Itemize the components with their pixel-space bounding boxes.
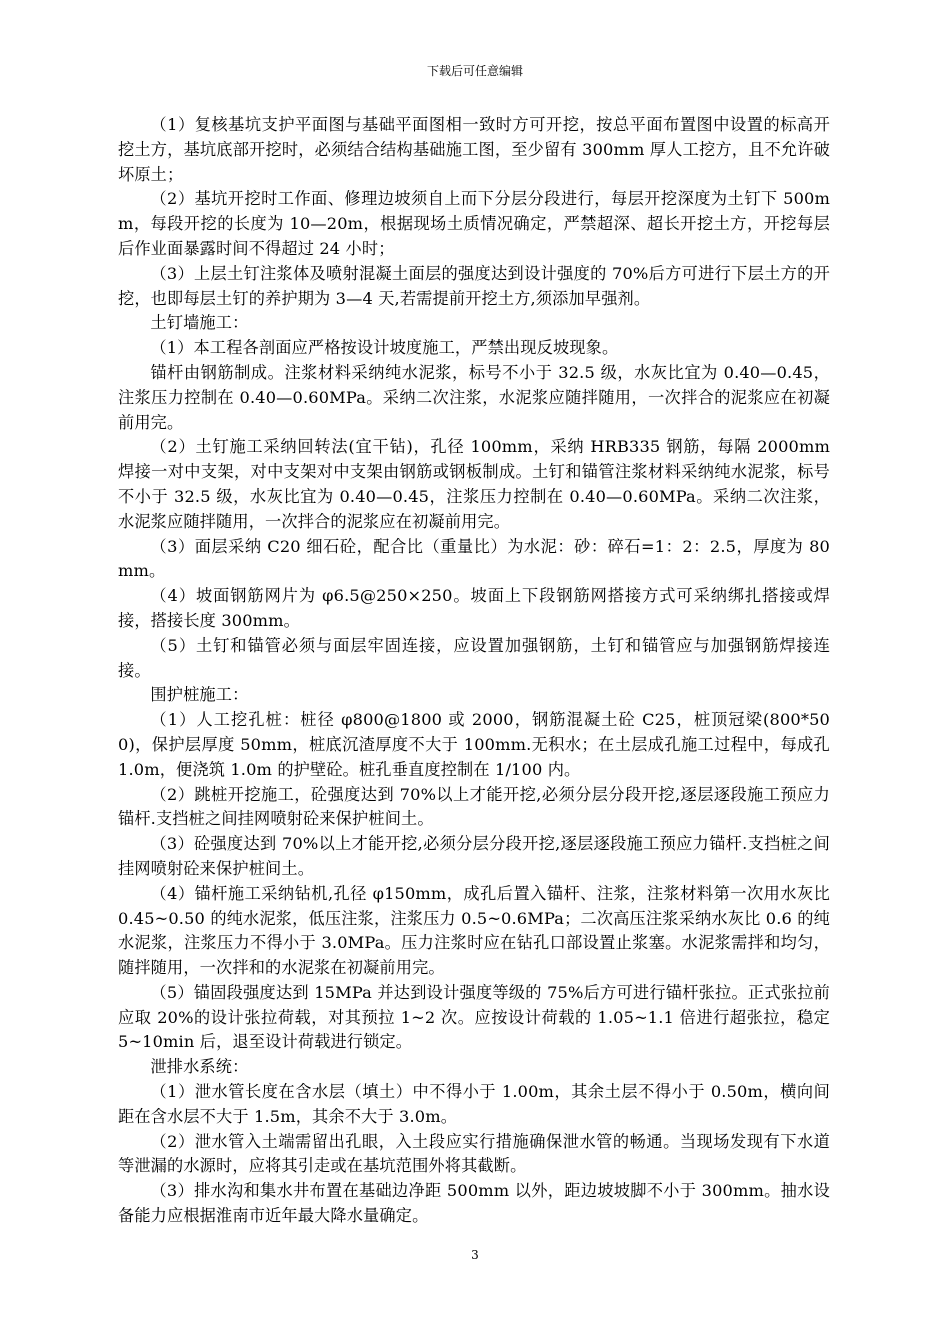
paragraph-soil-nail-3: （3）面层采纳 C20 细石砼，配合比（重量比）为水泥：砂：碎石=1：2：2.5，厚度为 80mm。 — [118, 536, 830, 581]
paragraph-pile-5: （5）锚固段强度达到 15MPa 并达到设计强度等级的 75%后方可进行锚杆张拉。正式张拉前应取 20%的设计张拉荷载，对其预拉 1~2 次。应按设计荷载的 1.05~1.1 倍进行超张拉，稳定 5~10min 后，退至设计荷载进行锁定。 — [118, 982, 830, 1052]
page-header: 下载后可任意编辑 — [426, 64, 523, 78]
section-heading-drainage: 泄排水系统： — [150, 1057, 249, 1077]
paragraph-soil-nail-5: （5）土钉和锚管必须与面层牢固连接，应设置加强钢筋，土钉和锚管应与加强钢筋焊接连接。 — [118, 635, 830, 680]
page-number: 3 — [471, 1248, 479, 1262]
section-heading-retaining-pile: 围护桩施工： — [150, 685, 249, 705]
paragraph-excavation-1: （1）复核基坑支护平面图与基础平面图相一致时方可开挖，按总平面布置图中设置的标高开挖土方，基坑底部开挖时，必须结合结构基础施工图，至少留有 300mm 厚人工挖方，且不允许破坏原土； — [118, 115, 830, 184]
paragraph-soil-nail-4: （4）坡面钢筋网片为 φ6.5@250×250。坡面上下段钢筋网搭接方式可采纳绑扎搭接或焊接，搭接长度 300mm。 — [118, 586, 830, 630]
paragraph-excavation-2: （2）基坑开挖时工作面、修理边坡须自上而下分层分段进行，每层开挖深度为土钉下 500mm，每段开挖的长度为 10—20m，根据现场土质情况确定，严禁超深、超长开挖土方，开挖每层后作业面暴露时间不得超过 24 小时； — [118, 189, 830, 258]
paragraph-soil-nail-1: （1）本工程各剖面应严格按设计坡度施工，严禁出现反坡现象。 — [150, 338, 619, 358]
paragraph-pile-2: （2）跳桩开挖施工，砼强度达到 70%以上才能开挖,必须分层分段开挖,逐层逐段施工预应力锚杆.支挡桩之间挂网喷射砼来保护桩间土。 — [118, 784, 830, 829]
paragraph-excavation-3: （3）上层土钉注浆体及喷射混凝土面层的强度达到设计强度的 70%后方可进行下层土方的开挖，也即每层土钉的养护期为 3—4 天,若需提前开挖土方,须添加早强剂。 — [118, 263, 830, 308]
paragraph-pile-4: （4）锚杆施工采纳钻机,孔径 φ150mm，成孔后置入锚杆、注浆，注浆材料第一次用水灰比 0.45~0.50 的纯水泥浆，低压注浆，注浆压力 0.5~0.6MPa；二次高压注浆采纳水灰比 0.6 的纯水泥浆，注浆压力不得小于 3.0MPa。压力注浆时应在钻孔口部设置止浆塞。水泥浆需拌和均匀，随拌随用，一次拌和的水泥浆在初凝前用完。 — [118, 883, 830, 978]
section-heading-soil-nail-wall: 土钉墙施工： — [150, 313, 249, 333]
paragraph-anchor-rod: 锚杆由钢筋制成。注浆材料采纳纯水泥浆，标号不小于 32.5 级，水灰比宜为 0.40—0.45，注浆压力控制在 0.40—0.60MPa。采纳二次注浆，水泥浆应随拌随用，一次拌合的泥浆应在初凝前用完。 — [118, 362, 830, 432]
paragraph-pile-1: （1）人工挖孔桩：桩径 φ800@1800 或 2000，钢筋混凝土砼 C25，桩顶冠梁(800*500)，保护层厚度 50mm，桩底沉渣厚度不大于 100mm.无积水；在土层成孔施工过程中，每成孔 1.0m，便浇筑 1.0m 的护壁砼。桩孔垂直度控制在 1/100 内。 — [118, 710, 830, 779]
paragraph-drainage-2: （2）泄水管入土端需留出孔眼，入土段应实行措施确保泄水管的畅通。当现场发现有下水道等泄漏的水源时，应将其引走或在基坑范围外将其截断。 — [118, 1131, 830, 1176]
paragraph-drainage-3: （3）排水沟和集水井布置在基础边净距 500mm 以外，距边坡坡脚不小于 300mm。抽水设备能力应根据淮南市近年最大降水量确定。 — [118, 1181, 830, 1226]
paragraph-drainage-1: （1）泄水管长度在含水层（填土）中不得小于 1.00m，其余土层不得小于 0.50m，横向间距在含水层不大于 1.5m，其余不大于 3.0m。 — [118, 1082, 830, 1126]
paragraph-pile-3: （3）砼强度达到 70%以上才能开挖,必须分层分段开挖,逐层逐段施工预应力锚杆.支挡桩之间挂网喷射砼来保护桩间土。 — [118, 834, 830, 878]
paragraph-soil-nail-2: （2）土钉施工采纳回转法(宜干钻)，孔径 100mm，采纳 HRB335 钢筋，每隔 2000mm 焊接一对中支架，对中支架对中支架由钢筋或钢板制成。土钉和锚管注浆材料采纳纯水泥浆，标号不小于 32.5 级，水灰比宜为 0.40—0.45，注浆压力控制在 0.40—0.60MPa。采纳二次注浆，水泥浆应随拌随用，一次拌合的泥浆应在初凝前用完。 — [118, 437, 830, 531]
document-body — [118, 113, 830, 1229]
